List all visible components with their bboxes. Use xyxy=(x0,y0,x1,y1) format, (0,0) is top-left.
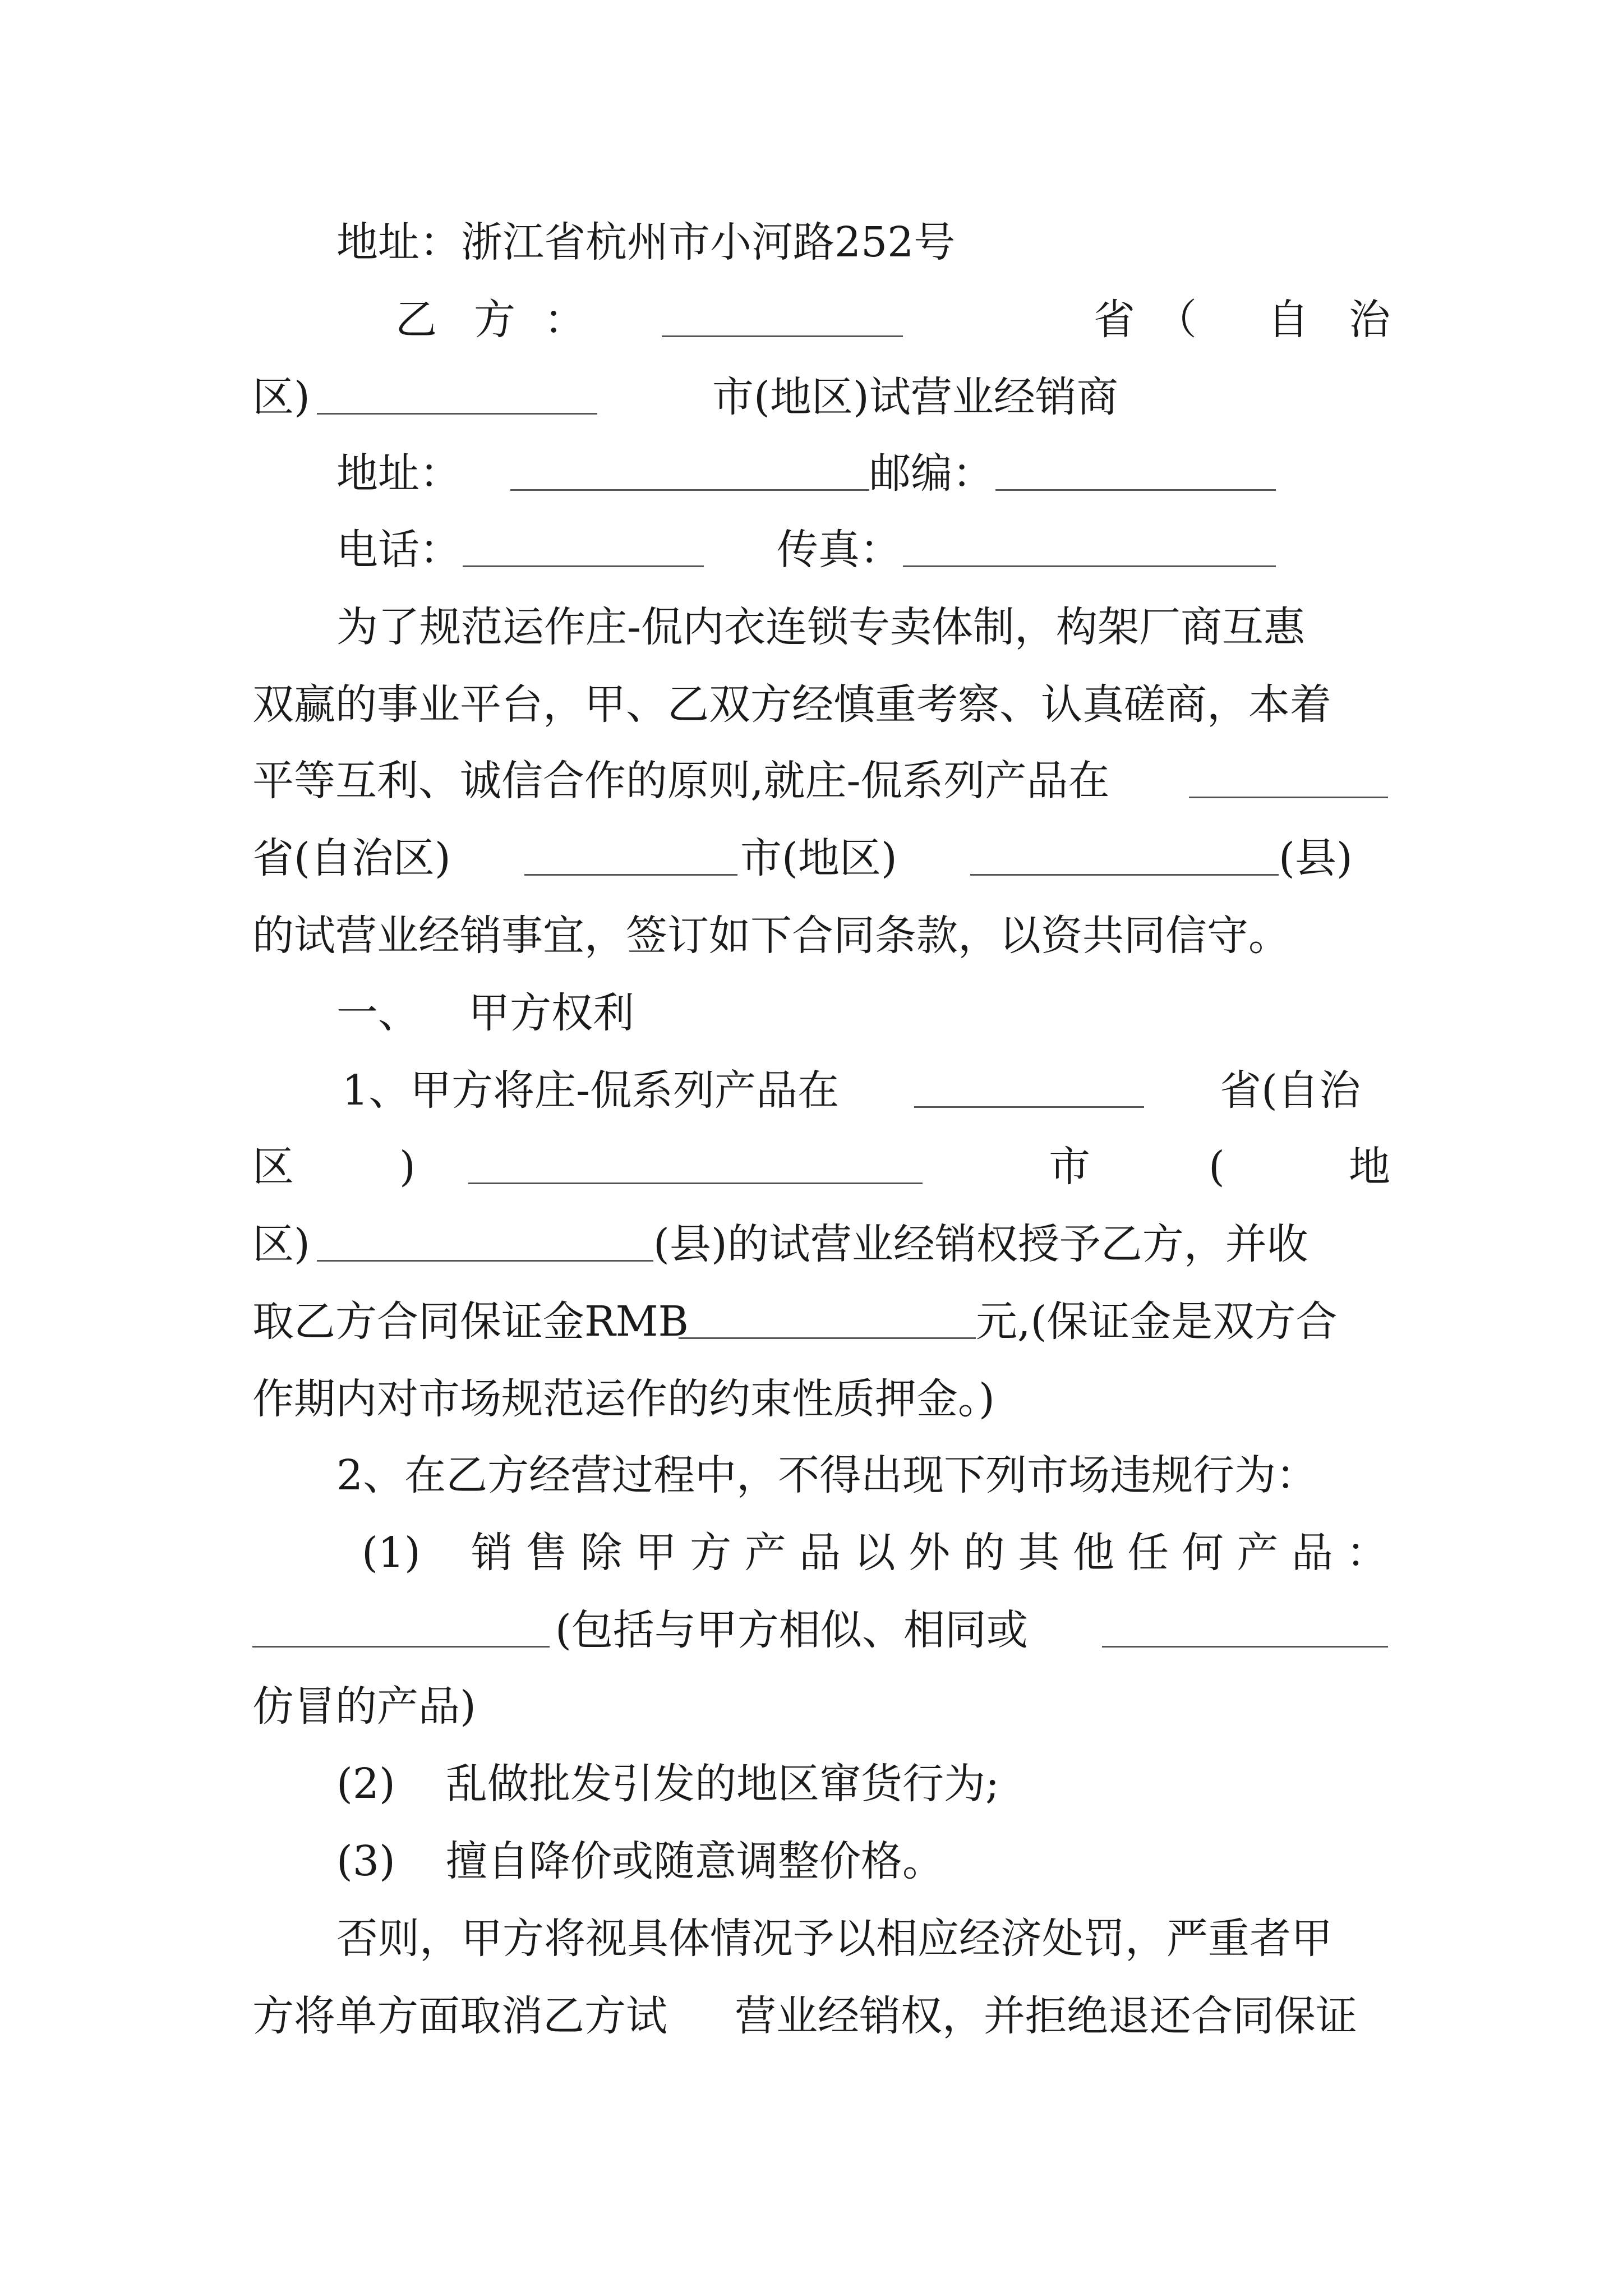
autonomous-char-2: 治 xyxy=(1349,296,1390,344)
clause-1-text-1: 1、甲方将庄-侃系列产品在 xyxy=(342,1066,840,1115)
item-1-text: 销 售 除 甲 方 产 品 以 外 的 其 他 任 何 产 品 ： xyxy=(471,1529,1388,1577)
party-b-phone-line xyxy=(252,516,1391,583)
party-b-address-line xyxy=(252,440,1391,507)
address-text: 地址：浙江省杭州市小河路252号 xyxy=(336,218,956,266)
district-char: 区 xyxy=(252,1143,294,1191)
postcode-label: 邮编： xyxy=(869,449,994,498)
clause-2-line-1 xyxy=(252,1442,1391,1509)
address-label: 地址： xyxy=(336,449,461,498)
clause-1-line-3 xyxy=(252,1211,1391,1278)
blank-fax[interactable] xyxy=(903,565,1276,567)
blank-product[interactable] xyxy=(252,1646,550,1648)
deposit-label: 取乙方合同保证金RMB xyxy=(252,1297,689,1346)
item-3-number: (3) xyxy=(336,1837,395,1885)
section-title: 甲方权利 xyxy=(468,989,634,1037)
party-b-line xyxy=(252,286,1391,353)
blank-address[interactable] xyxy=(510,489,869,491)
county-label: (县) xyxy=(1279,834,1353,882)
preamble-text-5: 的试营业经销事宜，签订如下合同条款，以资共同信守。 xyxy=(252,912,1290,960)
blank-phone[interactable] xyxy=(463,565,704,567)
blank-product-2[interactable] xyxy=(1102,1646,1388,1648)
blank-postcode[interactable] xyxy=(995,489,1276,491)
paren-open: （ xyxy=(1155,296,1197,344)
blank-province[interactable] xyxy=(662,335,903,337)
province-label: 省 xyxy=(1094,296,1135,344)
penalty-line-2 xyxy=(252,1982,1391,2050)
clause-1-text-4: 元,(保证金是双方合 xyxy=(976,1297,1338,1346)
paren-close: ) xyxy=(399,1143,416,1191)
item-2-number: (2) xyxy=(336,1760,395,1808)
city-region-label: 市(地区) xyxy=(740,834,897,882)
preamble-line-4 xyxy=(252,825,1391,892)
preamble-line-2 xyxy=(252,671,1391,738)
party-b-char-2: 方 xyxy=(474,296,515,344)
blank-province-2[interactable] xyxy=(1189,797,1388,798)
province-autonomous-text: 省(自治 xyxy=(1220,1066,1361,1115)
blank-county-2[interactable] xyxy=(317,1260,653,1262)
clause-2-item-2 xyxy=(252,1750,1391,1818)
region-char: 地 xyxy=(1349,1143,1390,1191)
section-heading-line xyxy=(252,979,1391,1047)
penalty-text-2a: 方将单方面取消乙方试 xyxy=(252,1992,667,2040)
section-number: 一、 xyxy=(336,989,419,1037)
blank-province-3[interactable] xyxy=(914,1106,1144,1108)
preamble-line-5 xyxy=(252,902,1391,969)
clause-1-line-5 xyxy=(252,1365,1391,1433)
blank-city[interactable] xyxy=(524,874,737,876)
item-1-text-3: 仿冒的产品) xyxy=(252,1682,476,1731)
clause-1-line-1 xyxy=(252,1057,1391,1124)
preamble-line-3 xyxy=(252,747,1391,815)
clause-1-text-3: (县)的试营业经销权授予乙方，并收 xyxy=(653,1220,1308,1268)
item-2-text: 乱做批发引发的地区窜货行为; xyxy=(446,1760,999,1808)
clause-2-item-3 xyxy=(252,1828,1391,1895)
preamble-text-2: 双赢的事业平台，甲、乙双方经慎重考察、认真磋商，本着 xyxy=(252,680,1331,729)
clause-2-text-1: 2、在乙方经营过程中，不得出现下列市场违规行为： xyxy=(336,1451,1318,1499)
party-b-char-1: 乙 xyxy=(395,296,437,344)
item-3-text: 擅自降价或随意调整价格。 xyxy=(446,1837,944,1885)
autonomous-char-1: 自 xyxy=(1267,296,1309,344)
clause-2-item-1-cont xyxy=(252,1596,1391,1664)
penalty-text-2b: 营业经销权，并拒绝退还合同保证 xyxy=(735,1992,1357,2040)
blank-region[interactable] xyxy=(317,413,597,415)
party-b-city-line xyxy=(252,364,1391,431)
preamble-line-1 xyxy=(252,593,1391,661)
clause-1-line-2 xyxy=(252,1133,1391,1200)
item-1-text-2: (包括与甲方相似、相同或 xyxy=(555,1606,1028,1654)
fax-label: 传真： xyxy=(777,526,901,574)
district-label: 区) xyxy=(252,373,310,421)
clause-1-text-5: 作期内对市场规范运作的约束性质押金。) xyxy=(252,1375,995,1423)
penalty-line-1 xyxy=(252,1905,1391,1972)
item-1-number: (1) xyxy=(362,1529,421,1577)
blank-city-2[interactable] xyxy=(468,1182,923,1184)
city-dealer-text: 市(地区)试营业经销商 xyxy=(712,373,1118,421)
blank-deposit-amount[interactable] xyxy=(679,1337,976,1339)
city-char: 市 xyxy=(1049,1143,1090,1191)
clause-1-line-4 xyxy=(252,1288,1391,1355)
district-label-2: 区) xyxy=(252,1220,310,1268)
blank-county[interactable] xyxy=(970,874,1279,876)
clause-2-item-1-end xyxy=(252,1673,1391,1740)
party-b-colon: ： xyxy=(544,296,585,344)
party-a-address xyxy=(252,209,1391,276)
preamble-text-3: 平等互利、诚信合作的原则,就庄-侃系列产品在 xyxy=(252,757,1110,805)
clause-2-item-1 xyxy=(252,1519,1391,1586)
paren-open-2: ( xyxy=(1209,1143,1225,1191)
province-autonomous-label: 省(自治区) xyxy=(252,834,451,882)
phone-label: 电话： xyxy=(336,526,461,574)
preamble-text-1: 为了规范运作庄-侃内衣连锁专卖体制，构架厂商互惠 xyxy=(336,603,1306,651)
penalty-text-1: 否则，甲方将视具体情况予以相应经济处罚，严重者甲 xyxy=(336,1915,1332,1963)
